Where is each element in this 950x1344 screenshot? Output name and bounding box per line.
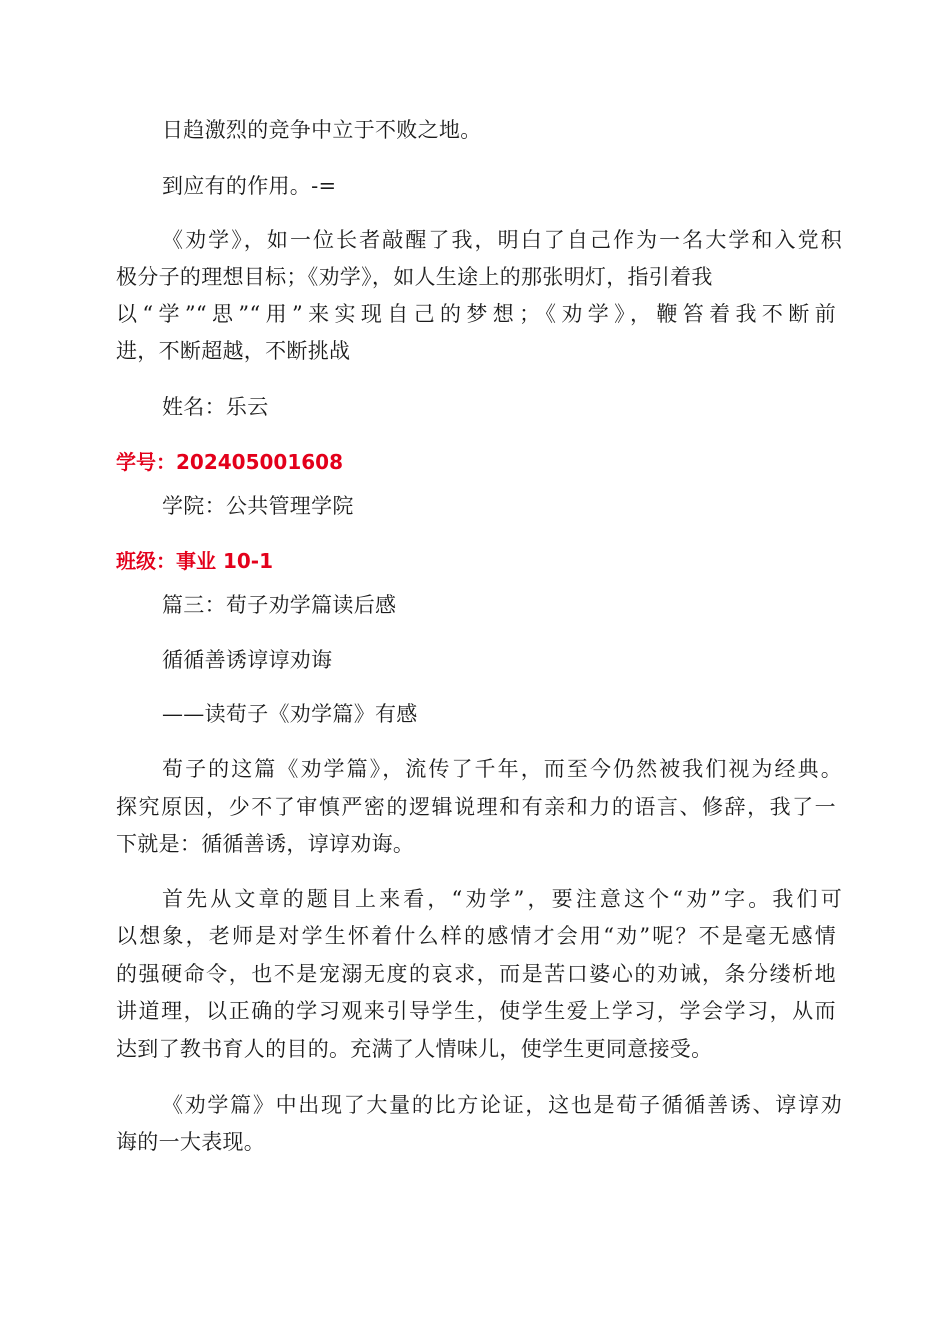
text-line-18: 以想象，老师是对学生怀着什么样的感情才会用“劝”呢？不是毫无感情 [116,924,836,948]
text-line-21: 达到了教书育人的目的。充满了人情味儿，使学生更同意接受。 [116,1037,713,1061]
text-line-22: 《劝学篇》中出现了大量的比方论证，这也是荀子循循善诱、谆谆劝 [162,1093,842,1117]
name-line: 姓名：乐云 [162,395,269,419]
essay-title: 循循善诱谆谆劝诲 [162,648,333,672]
text-line-2: 到应有的作用。-= [162,174,337,198]
text-line-1: 日趋激烈的竞争中立于不败之地。 [162,118,482,142]
text-line-15: 探究原因，少不了审慎严密的逻辑说理和有亲和力的语言、修辞，我了一 [116,795,836,819]
text-line-16: 下就是：循循善诱，谆谆劝诲。 [116,832,415,856]
college-line: 学院：公共管理学院 [162,494,354,518]
text-line-17: 首先从文章的题目上来看，“劝学”，要注意这个“劝”字。我们可 [162,887,842,911]
text-line-5: 以“学”“思”“用”来实现自己的梦想；《劝学》，鞭笞着我不断前 [116,302,836,326]
text-line-4: 极分子的理想目标；《劝学》，如人生途上的那张明灯，指引着我 [116,265,713,289]
text-line-14: 荀子的这篇《劝学篇》，流传了千年，而至今仍然被我们视为经典。 [162,757,842,781]
text-line-20: 讲道理，以正确的学习观来引导学生，使学生爱上学习，学会学习，从而 [116,999,836,1023]
section-title: 篇三：荀子劝学篇读后感 [162,593,397,617]
essay-subtitle: ——读荀子《劝学篇》有感 [162,702,418,726]
text-line-3: 《劝学》，如一位长者敲醒了我，明白了自己作为一名大学和入党积 [162,228,842,252]
student-id-line: 学号：202405001608 [116,450,343,474]
text-line-19: 的强硬命令，也不是宠溺无度的哀求，而是苦口婆心的劝诫，条分缕析地 [116,962,836,986]
text-line-23: 诲的一大表现。 [116,1130,266,1154]
text-line-6: 进，不断超越，不断挑战 [116,339,351,363]
class-line: 班级：事业 10-1 [116,549,274,573]
